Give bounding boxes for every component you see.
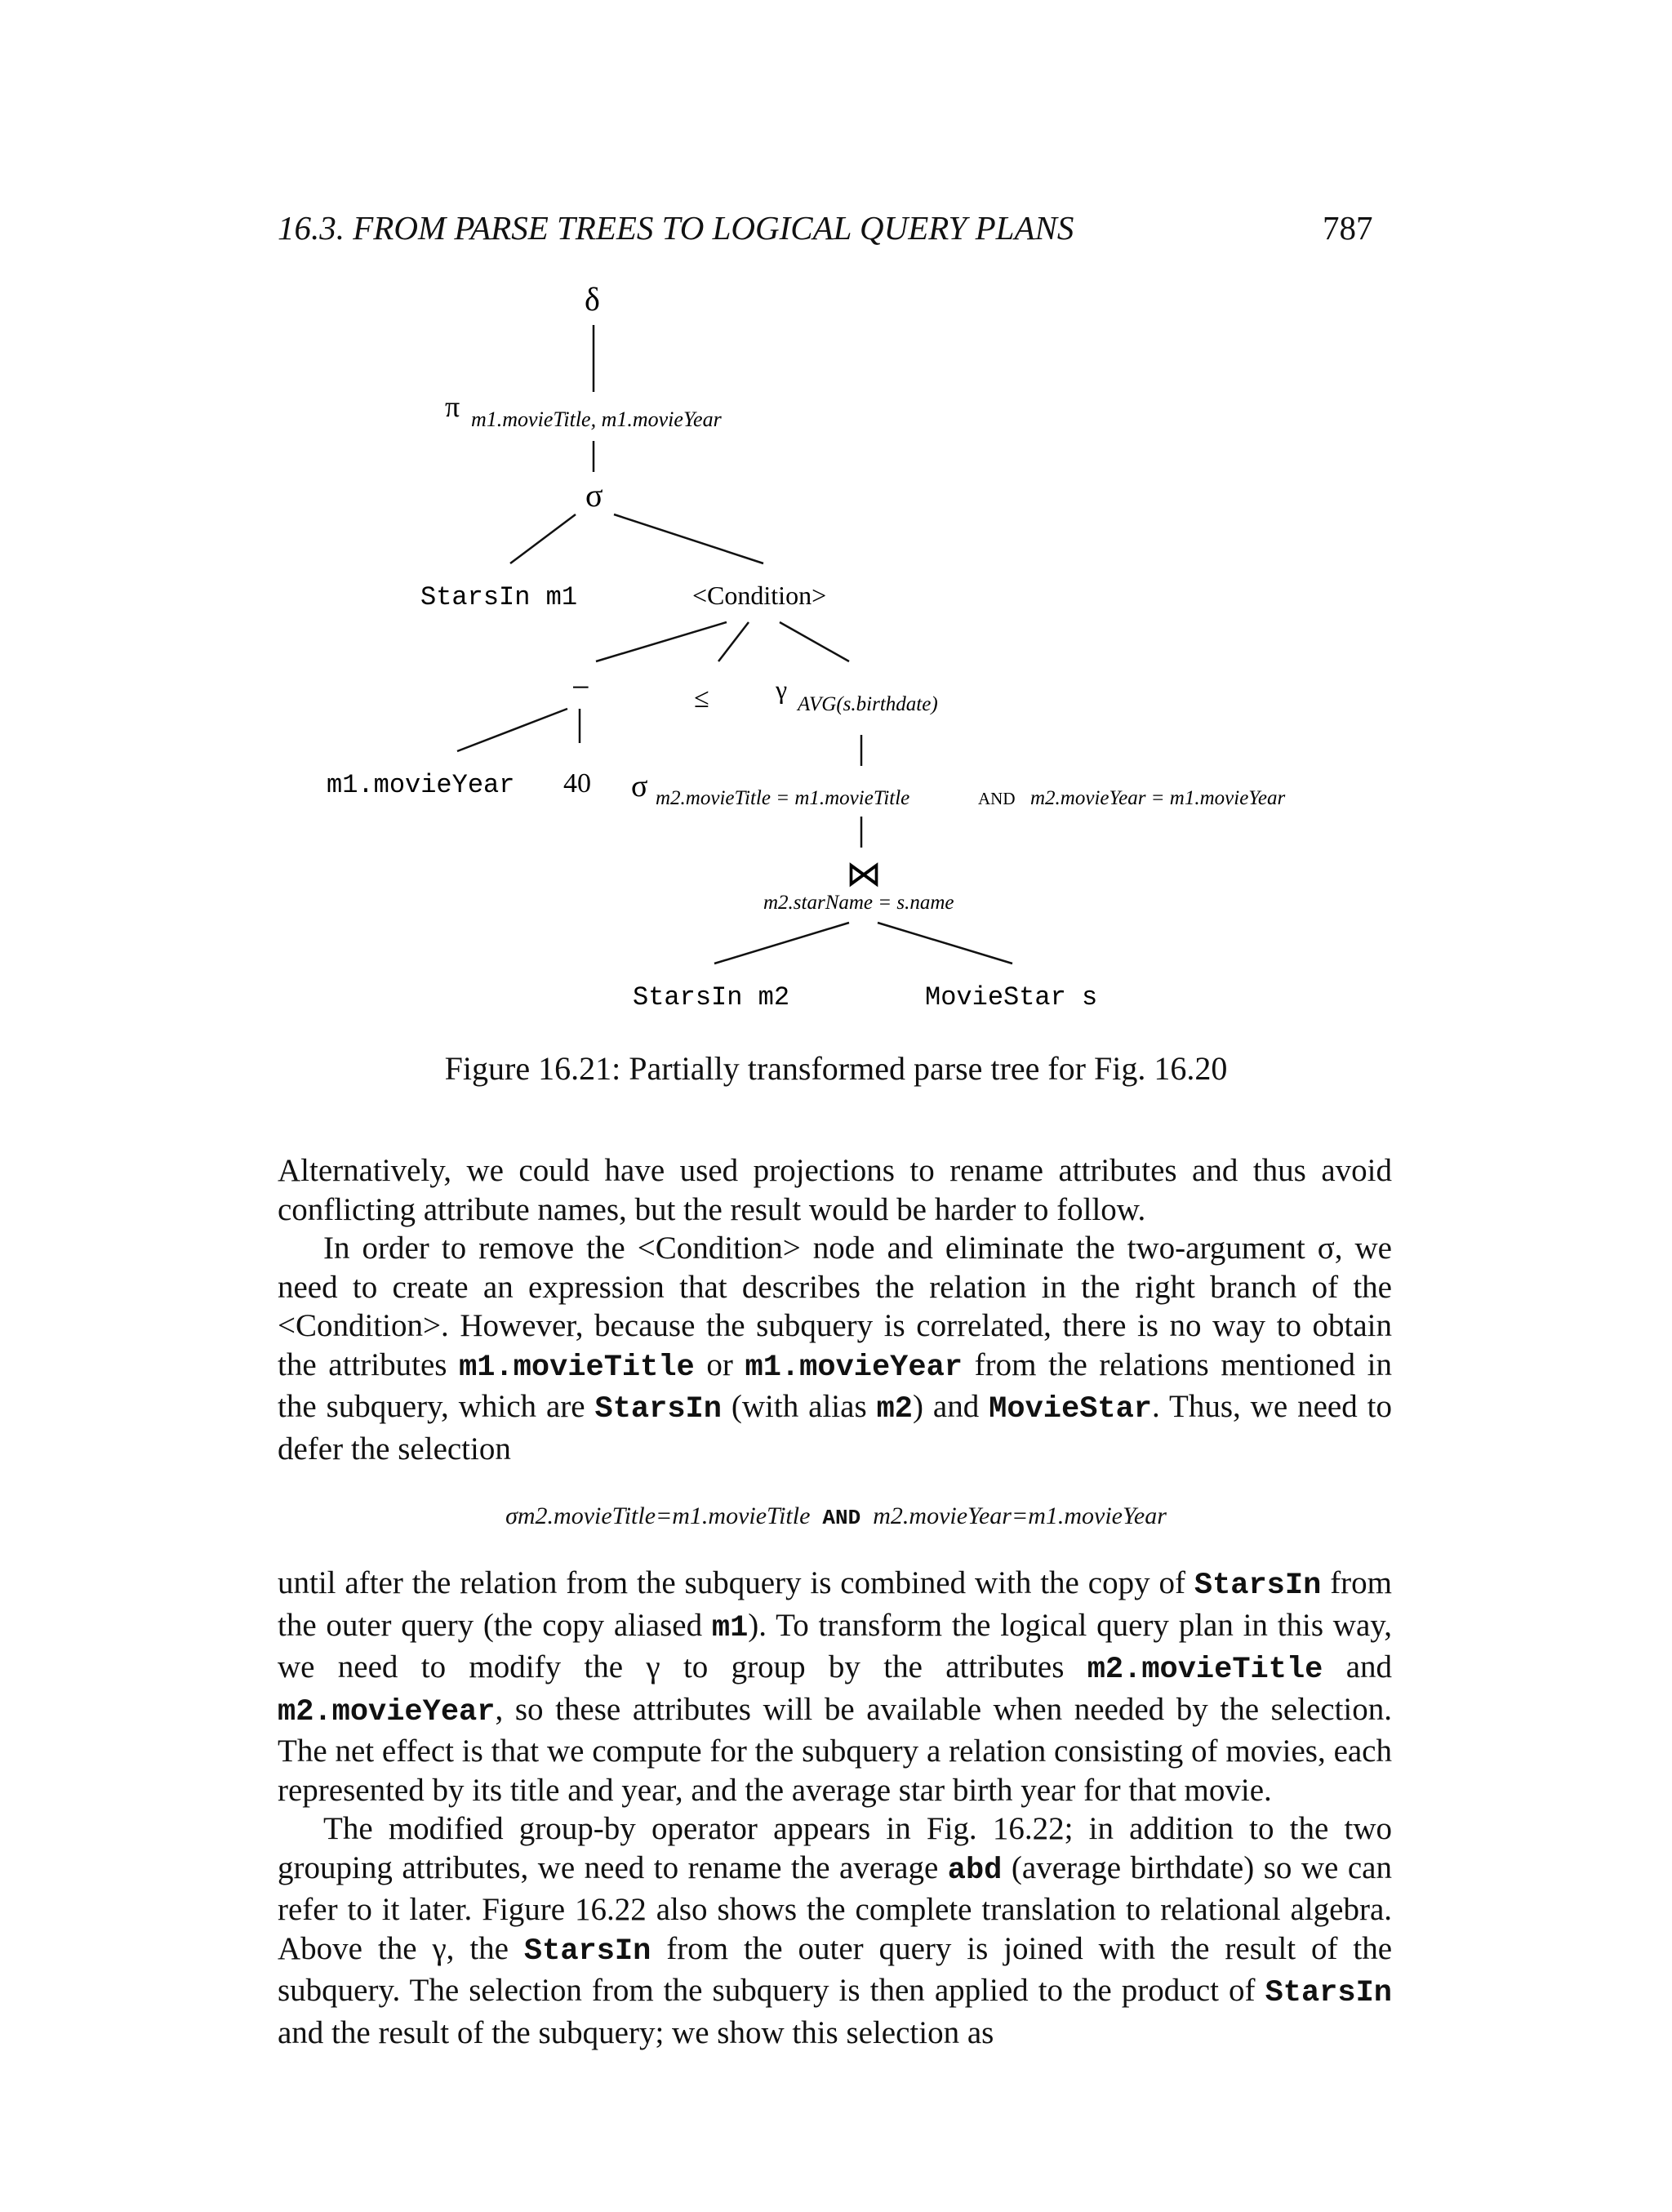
edge-join-moviestar [878,923,1012,964]
body-text-upper [278,1151,1392,1468]
edge-minus-m1year [457,709,567,751]
condition-node: <Condition> [692,581,827,610]
forty-node: 40 [563,768,591,799]
edge-condition-gamma [780,622,849,661]
moviestar-s-node: MovieStar s [925,982,1098,1013]
minus-node: − [571,669,590,705]
m1-movieyear-node: m1.movieYear [327,770,515,800]
paragraph-4: The modified group-by operator appears in Fig. 16.22; in addition to the two grouping attributes, we need to rename the average abd (average birthdate) so we can refer to it later. Figure 16.22 also shows the complete translation to relational algebra. Above the γ, the StarsIn from the outer query is joined with the result of the subquery. The selection from the subquery is then applied to the product of StarsIn and the result of the subquery; we show this selection as [278,1811,1393,2050]
figure-caption: Figure 16.21: Partially transformed parse tree for Fig. 16.20 [444,1050,1228,1087]
running-header-title: 16.3. FROM PARSE TREES TO LOGICAL QUERY PLANS [278,209,1074,247]
gamma-subscript: AVG(s.birthdate) [798,693,938,715]
leq-node: ≤ [694,683,709,714]
sigma-top-node: σ [585,477,603,514]
pi-subscript: m1.movieTitle, m1.movieYear [471,407,722,431]
paragraph-2: In order to remove the <Condition> node and eliminate the two-argument σ, we need to create an expression that describes the relation in the right branch of the <Condition>. However, because the subquery is correlated, there is no way to obtain the attributes m1.movieTitle or m1.movieYear from the relations mentioned in the subquery, which are StarsIn (with alias m2) and MovieStar. Thus, we need to defer the selection [278,1231,1392,1467]
starsin-m2-node: StarsIn m2 [633,982,790,1013]
join-node: ⋈ [846,854,882,894]
sigma-inner-node: σ [631,769,648,803]
parse-tree-figure [0,0,1672,1029]
paragraph-3: until after the relation from the subquery is combined with the copy of StarsIn from the outer query (the copy aliased m1). To transform the logical query plan in this way, we need to modify the γ to group by the attributes m2.movieTitle and m2.movieYear, so these attributes will be available when needed by the selection. The net effect is that we compute for the subquery a relation consisting of movies, each represented by its title and year, and the average star birth year for that movie. [278,1565,1393,1808]
page-number: 787 [1323,209,1373,247]
edge-sigma-condition [614,514,763,563]
edge-sigma-starsin [510,514,576,563]
paragraph-1: Alternatively, we could have used projections to rename attributes and thus avoid conflicting attribute names, but the result would be harder to follow. [278,1153,1392,1227]
delta-node: δ [585,281,600,318]
edge-condition-leq [718,622,749,661]
edge-condition-minus [596,622,727,661]
starsin-m1-node: StarsIn m1 [420,582,578,612]
sigma-inner-condition-b: m2.movieYear = m1.movieYear [1030,787,1286,809]
gamma-node: γ [776,674,788,704]
edge-join-starsin [714,923,849,964]
pi-node: π [445,390,460,423]
display-equation: σm2.movieTitle=m1.movieTitle AND m2.movieYear=m1.movieYear [505,1502,1167,1530]
body-text-lower [278,1564,1392,2052]
join-subscript: m2.starName = s.name [763,892,954,914]
sigma-inner-condition-a: m2.movieTitle = m1.movieTitle [656,787,910,809]
sigma-inner-and: AND [978,789,1016,808]
